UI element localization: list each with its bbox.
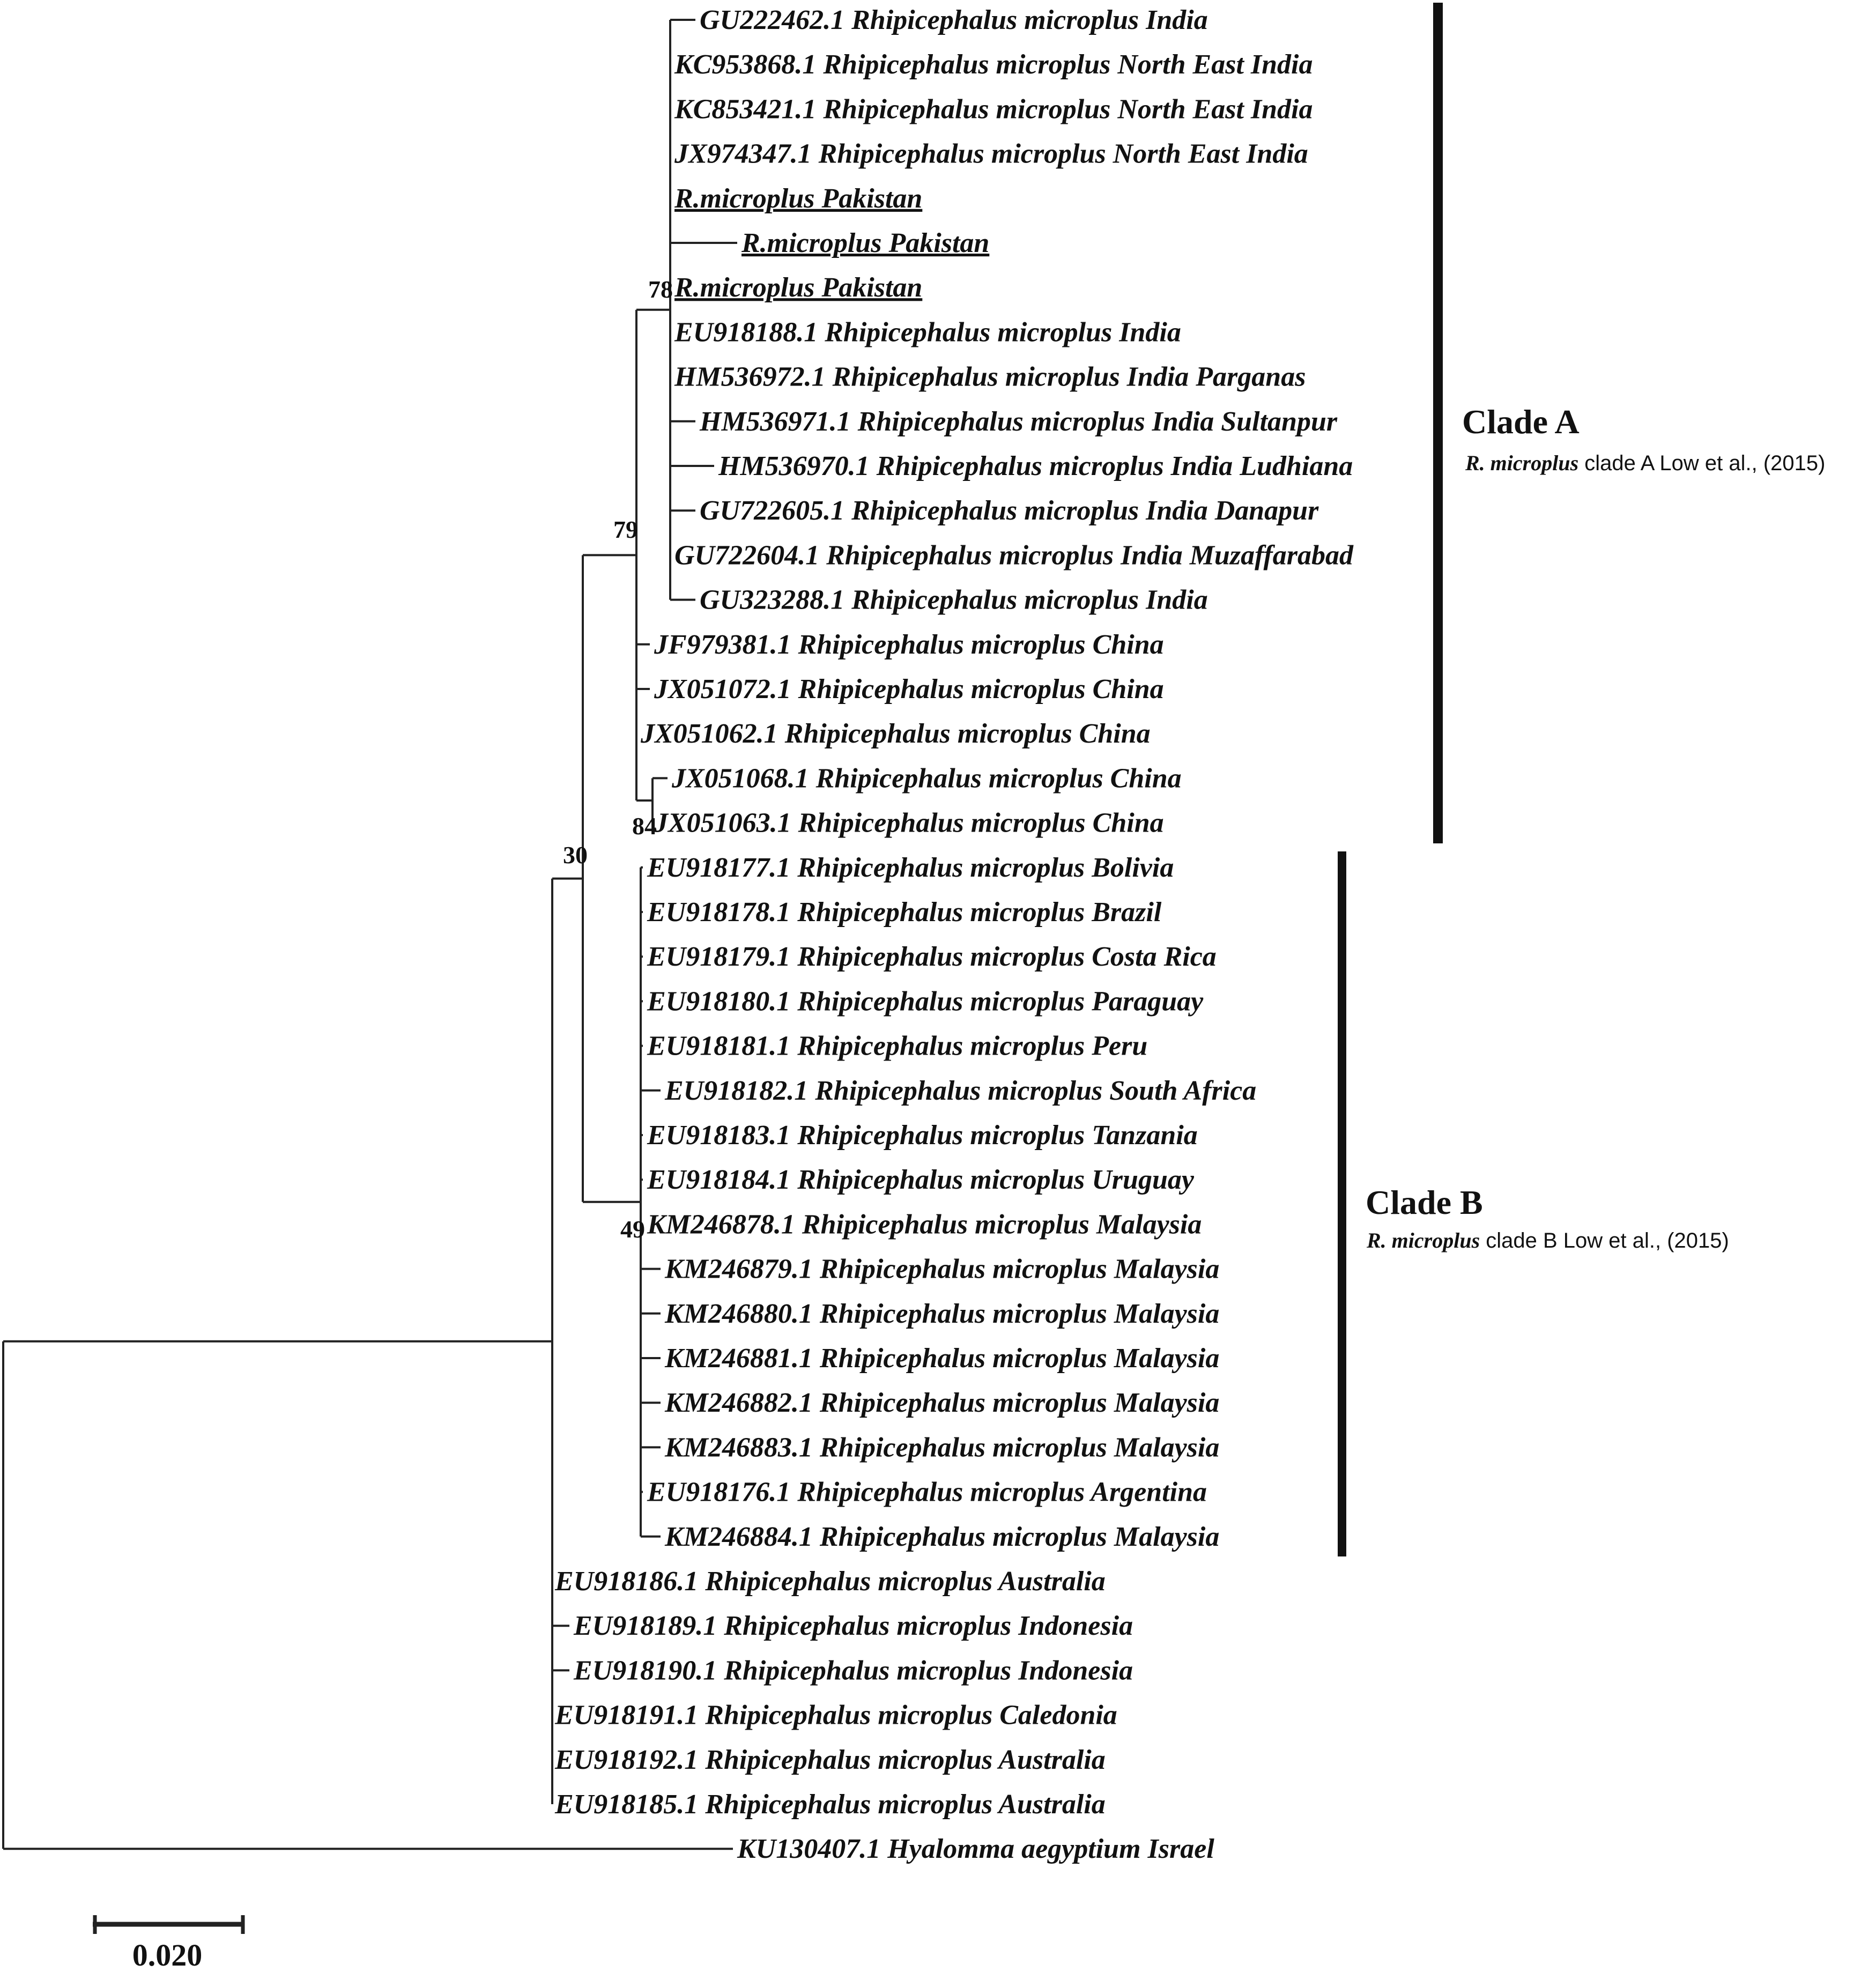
bootstrap-value-n49: 49 <box>620 1215 645 1243</box>
taxon-label: EU918188.1 Rhipicephalus microplus India <box>674 317 1181 348</box>
taxon-label: HM536970.1 Rhipicephalus microplus India Ludhiana <box>718 451 1353 481</box>
taxon-label: JX051068.1 Rhipicephalus microplus China <box>672 763 1182 794</box>
taxon-label: EU918181.1 Rhipicephalus microplus Peru <box>647 1031 1148 1062</box>
taxon-label: HM536972.1 Rhipicephalus microplus India Parganas <box>674 361 1306 392</box>
taxon-label: EU918176.1 Rhipicephalus microplus Argentina <box>647 1477 1207 1508</box>
taxon-label: EU918190.1 Rhipicephalus microplus Indonesia <box>574 1655 1133 1686</box>
taxon-label: GU222462.1 Rhipicephalus microplus India <box>700 5 1208 35</box>
clade-a-citation <box>1465 451 1825 475</box>
taxon-label: KM246882.1 Rhipicephalus microplus Malaysia <box>665 1388 1220 1419</box>
taxon-label: EU918185.1 Rhipicephalus microplus Australia <box>555 1789 1106 1820</box>
taxon-label: KU130407.1 Hyalomma aegyptium Israel <box>737 1834 1214 1865</box>
bootstrap-value-n84: 84 <box>632 812 657 840</box>
taxon-label: EU918192.1 Rhipicephalus microplus Australia <box>555 1744 1106 1775</box>
taxon-label: KC853421.1 Rhipicephalus microplus North East India <box>674 94 1313 125</box>
taxon-label: GU722605.1 Rhipicephalus microplus India Danapur <box>700 495 1319 527</box>
taxon-label: KM246884.1 Rhipicephalus microplus Malaysia <box>665 1521 1220 1552</box>
taxon-label: EU918178.1 Rhipicephalus microplus Brazil <box>647 897 1162 928</box>
taxon-label: R.microplus Pakistan <box>674 272 923 303</box>
taxon-label: EU918186.1 Rhipicephalus microplus Australia <box>555 1566 1106 1597</box>
taxon-label: HM536971.1 Rhipicephalus microplus India Sultanpur <box>700 406 1338 437</box>
taxon-label: EU918189.1 Rhipicephalus microplus Indonesia <box>574 1611 1133 1642</box>
clade-b-citation <box>1366 1228 1729 1252</box>
taxon-labels <box>554 5 1354 1864</box>
taxon-label: KM246881.1 Rhipicephalus microplus Malaysia <box>665 1343 1220 1374</box>
clade-b-bar <box>1338 851 1346 1556</box>
taxon-label: EU918184.1 Rhipicephalus microplus Uruguay <box>647 1165 1194 1196</box>
clade-a-annotation <box>1433 3 1825 843</box>
taxon-label: KM246879.1 Rhipicephalus microplus Malaysia <box>665 1254 1220 1285</box>
clade-b-annotation <box>1338 851 1729 1556</box>
taxon-label: JX974347.1 Rhipicephalus microplus North East India <box>674 138 1308 169</box>
bootstrap-value-n30: 30 <box>563 841 588 869</box>
scale-bar-label: 0.020 <box>132 1938 203 1972</box>
clade-b-title: Clade B <box>1366 1183 1483 1221</box>
taxon-label: JX051062.1 Rhipicephalus microplus China <box>641 718 1151 750</box>
bootstrap-value-n78: 78 <box>648 276 673 303</box>
bootstrap-value-n79: 79 <box>613 516 638 543</box>
scale-bar <box>93 1915 244 1972</box>
taxon-label: GU722604.1 Rhipicephalus microplus India Muzaffarabad <box>674 540 1354 571</box>
clade-b-species: R. microplus <box>1367 1228 1480 1252</box>
clade-a-species: R. microplus <box>1465 451 1579 475</box>
clade-a-bar <box>1433 3 1443 843</box>
taxon-label: EU918177.1 Rhipicephalus microplus Bolivia <box>647 852 1174 883</box>
taxon-label: KM246880.1 Rhipicephalus microplus Malaysia <box>665 1298 1220 1329</box>
taxon-label: GU323288.1 Rhipicephalus microplus India <box>700 584 1208 616</box>
taxon-label: JX051072.1 Rhipicephalus microplus China <box>654 674 1164 705</box>
taxon-label: R.microplus Pakistan <box>674 183 923 214</box>
taxon-label: EU918191.1 Rhipicephalus microplus Caledonia <box>555 1700 1117 1731</box>
clade-a-reference: clade A Low et al., (2015) <box>1578 451 1826 475</box>
taxon-label: EU918182.1 Rhipicephalus microplus South Africa <box>665 1075 1257 1106</box>
taxon-label: JF979381.1 Rhipicephalus microplus China <box>654 629 1164 660</box>
taxon-label: R.microplus Pakistan <box>741 228 990 258</box>
clade-b-reference: clade B Low et al., (2015) <box>1480 1229 1729 1252</box>
taxon-label: EU918179.1 Rhipicephalus microplus Costa Rica <box>647 941 1217 973</box>
taxon-label: KM246878.1 Rhipicephalus microplus Malaysia <box>647 1209 1202 1240</box>
taxon-label: EU918180.1 Rhipicephalus microplus Paraguay <box>647 986 1204 1017</box>
taxon-label: KM246883.1 Rhipicephalus microplus Malaysia <box>665 1432 1220 1463</box>
bootstrap-values <box>563 276 673 1243</box>
taxon-label: EU918183.1 Rhipicephalus microplus Tanzania <box>647 1120 1198 1151</box>
taxon-label: JX051063.1 Rhipicephalus microplus China <box>654 807 1164 839</box>
taxon-label: KC953868.1 Rhipicephalus microplus North East India <box>674 49 1313 80</box>
clade-a-title: Clade A <box>1462 403 1580 441</box>
